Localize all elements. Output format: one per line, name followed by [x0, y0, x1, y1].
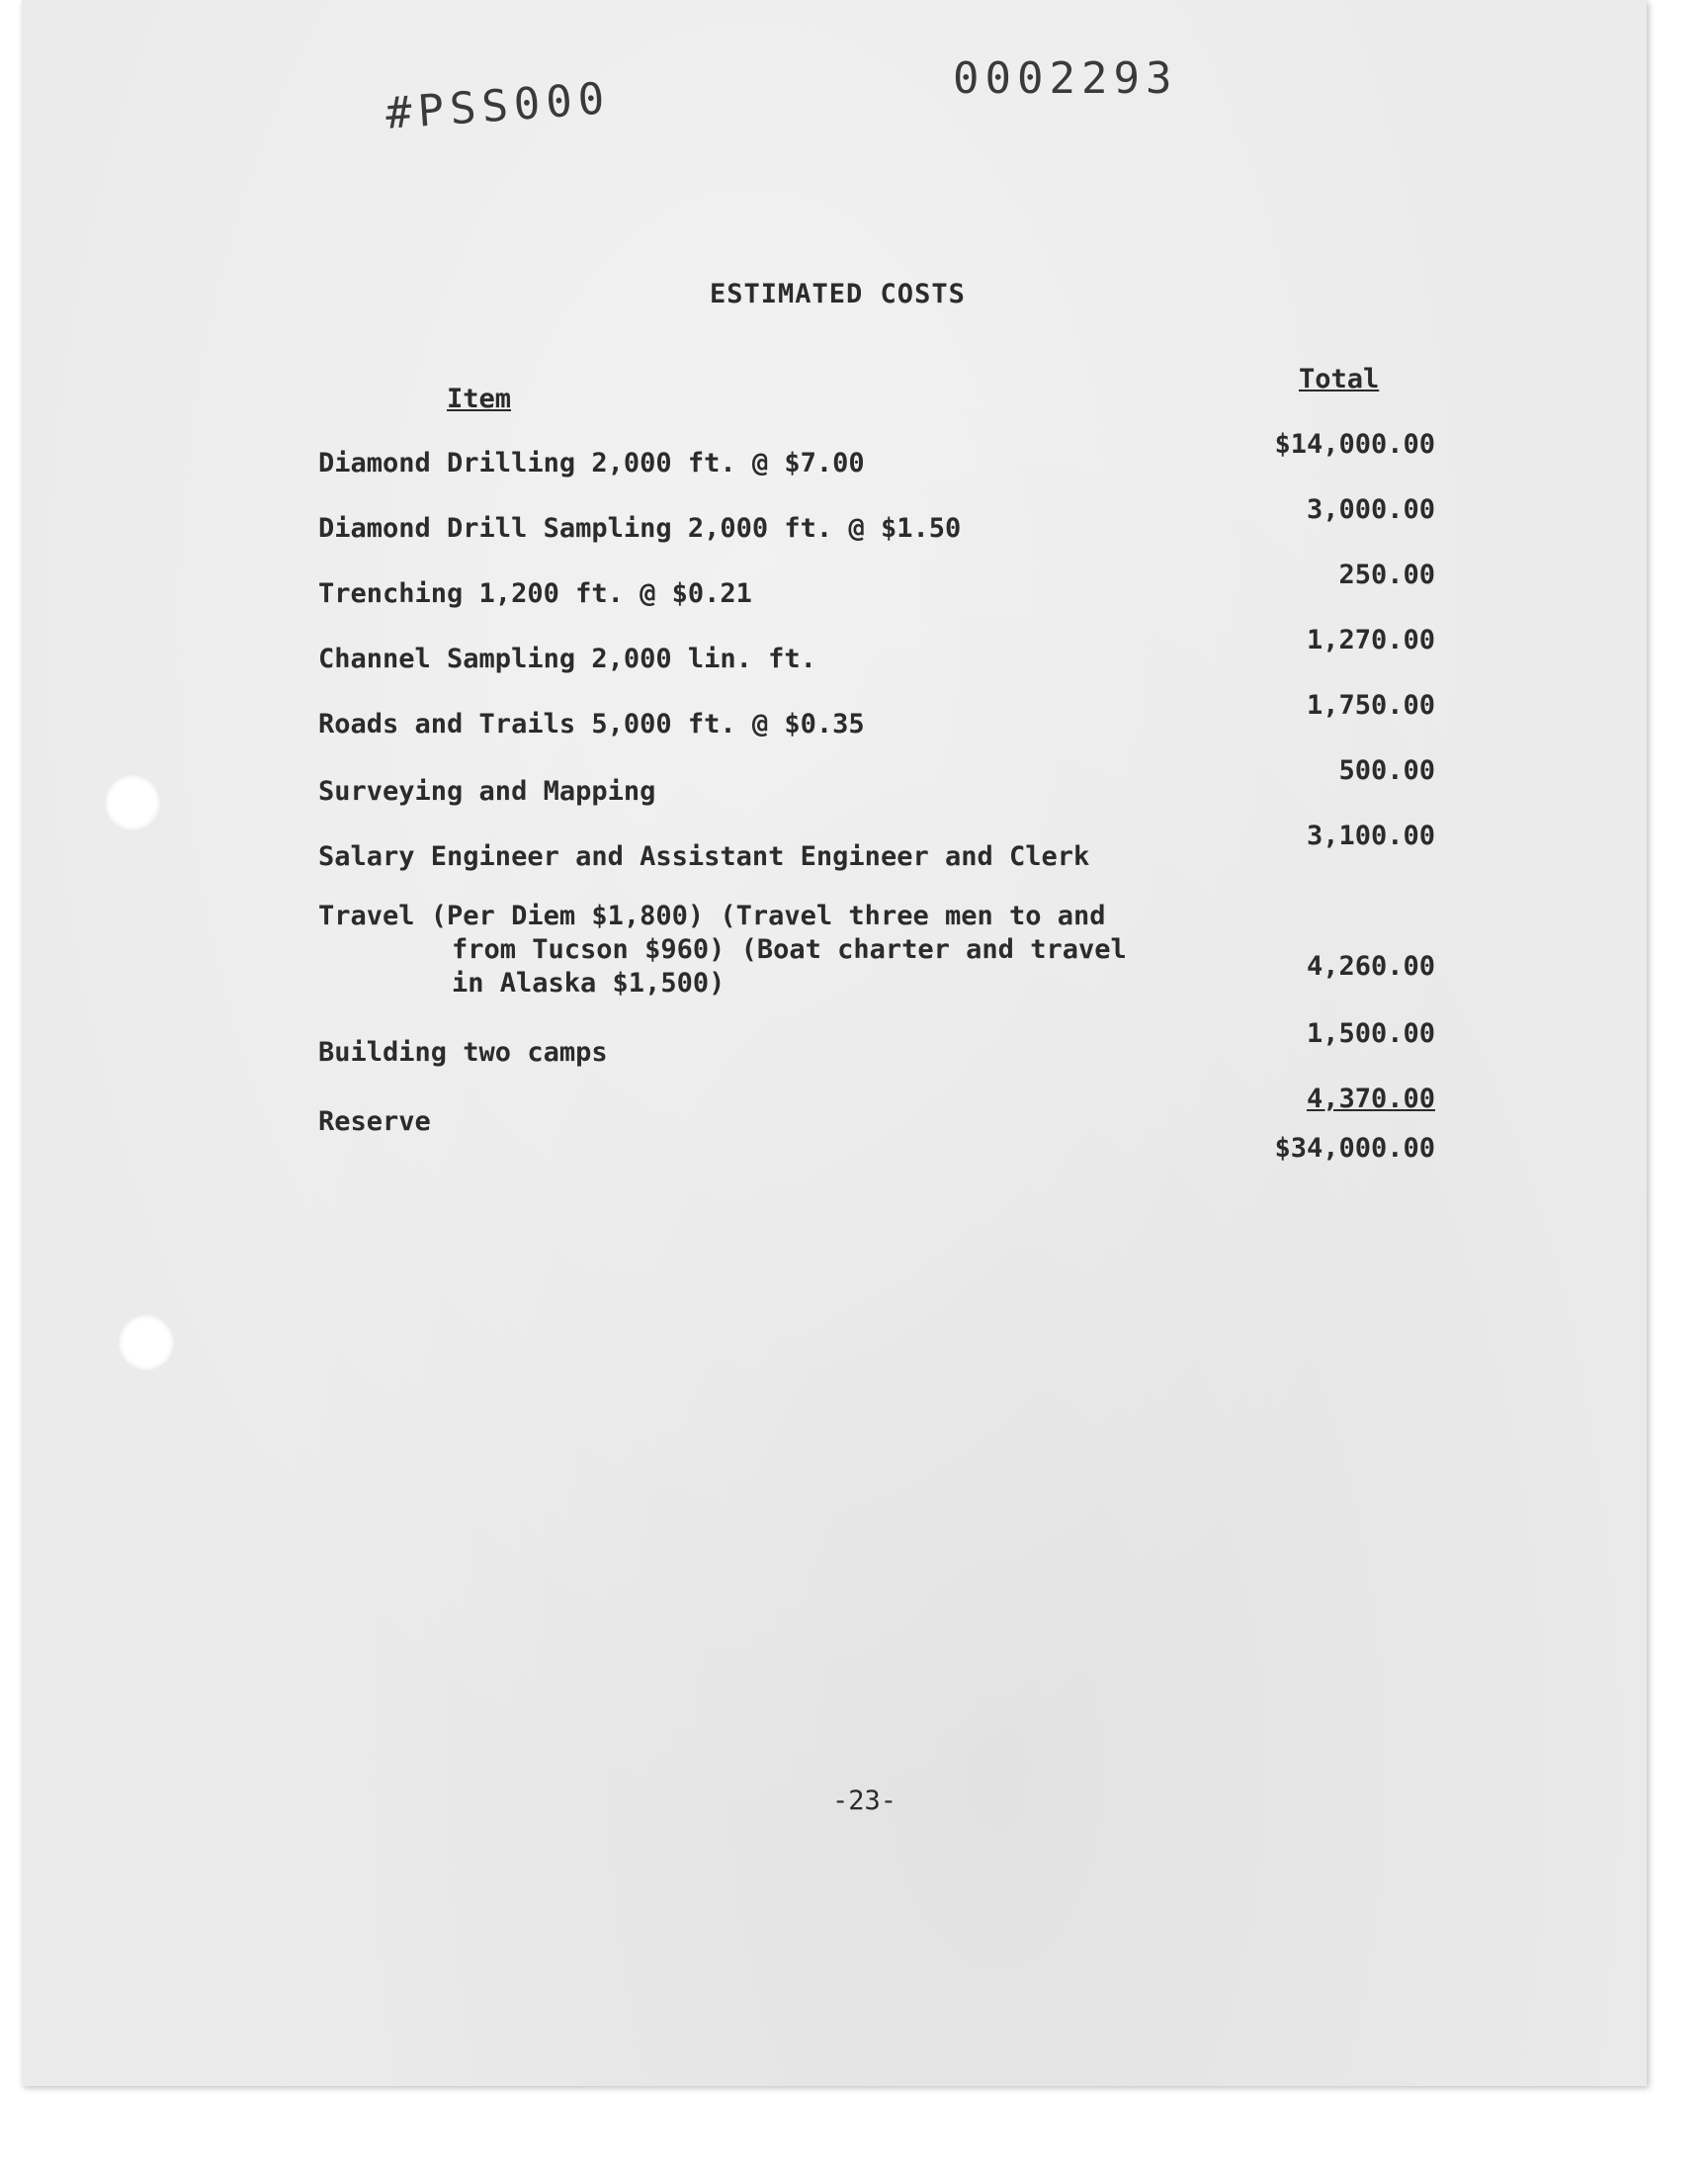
- cost-item-label-line: Travel (Per Diem $1,800) (Travel three men to and: [318, 901, 1106, 931]
- cost-item-value: $14,000.00: [1274, 429, 1435, 460]
- cost-item-value: 250.00: [1338, 560, 1435, 590]
- cost-item-value: 4,260.00: [1306, 951, 1435, 982]
- cost-item-label: Roads and Trails 5,000 ft. @ $0.35: [318, 709, 865, 740]
- cost-item-value: 1,750.00: [1306, 690, 1435, 721]
- document-page: [22, 0, 1647, 2086]
- page-title: ESTIMATED COSTS: [710, 279, 966, 309]
- cost-item-value: 1,270.00: [1306, 625, 1435, 655]
- cost-item-label-line: in Alaska $1,500): [452, 968, 726, 999]
- grand-total-value: $34,000.00: [1274, 1133, 1435, 1164]
- punch-hole-icon: [105, 775, 160, 830]
- cost-item-value: 1,500.00: [1306, 1018, 1435, 1049]
- page-number: -23-: [832, 1785, 897, 1816]
- cost-item-label-line: from Tucson $960) (Boat charter and travel: [452, 934, 1127, 965]
- cost-item-label: Salary Engineer and Assistant Engineer and Clerk: [318, 841, 1090, 872]
- column-header-item: Item: [447, 384, 512, 414]
- cost-item-label: Surveying and Mapping: [318, 776, 656, 807]
- cost-item-label: Trenching 1,200 ft. @ $0.21: [318, 578, 752, 609]
- cost-item-label-multiline: [318, 900, 1208, 1000]
- cost-item-value: 3,000.00: [1306, 494, 1435, 525]
- archive-number-stamp: #PSS000: [384, 73, 612, 139]
- cost-item-label: Building two camps: [318, 1037, 608, 1068]
- cost-item-label: Diamond Drill Sampling 2,000 ft. @ $1.50: [318, 513, 962, 544]
- cost-item-label: Channel Sampling 2,000 lin. ft.: [318, 644, 816, 674]
- cost-item-label: Reserve: [318, 1106, 431, 1137]
- cost-item-value: 4,370.00: [1306, 1084, 1435, 1114]
- document-number-stamp: 0002293: [953, 53, 1178, 104]
- cost-item-label: Diamond Drilling 2,000 ft. @ $7.00: [318, 448, 865, 478]
- cost-item-value: 3,100.00: [1306, 821, 1435, 851]
- column-header-total: Total: [1299, 364, 1380, 394]
- punch-hole-icon: [119, 1315, 174, 1370]
- cost-item-value: 500.00: [1338, 755, 1435, 786]
